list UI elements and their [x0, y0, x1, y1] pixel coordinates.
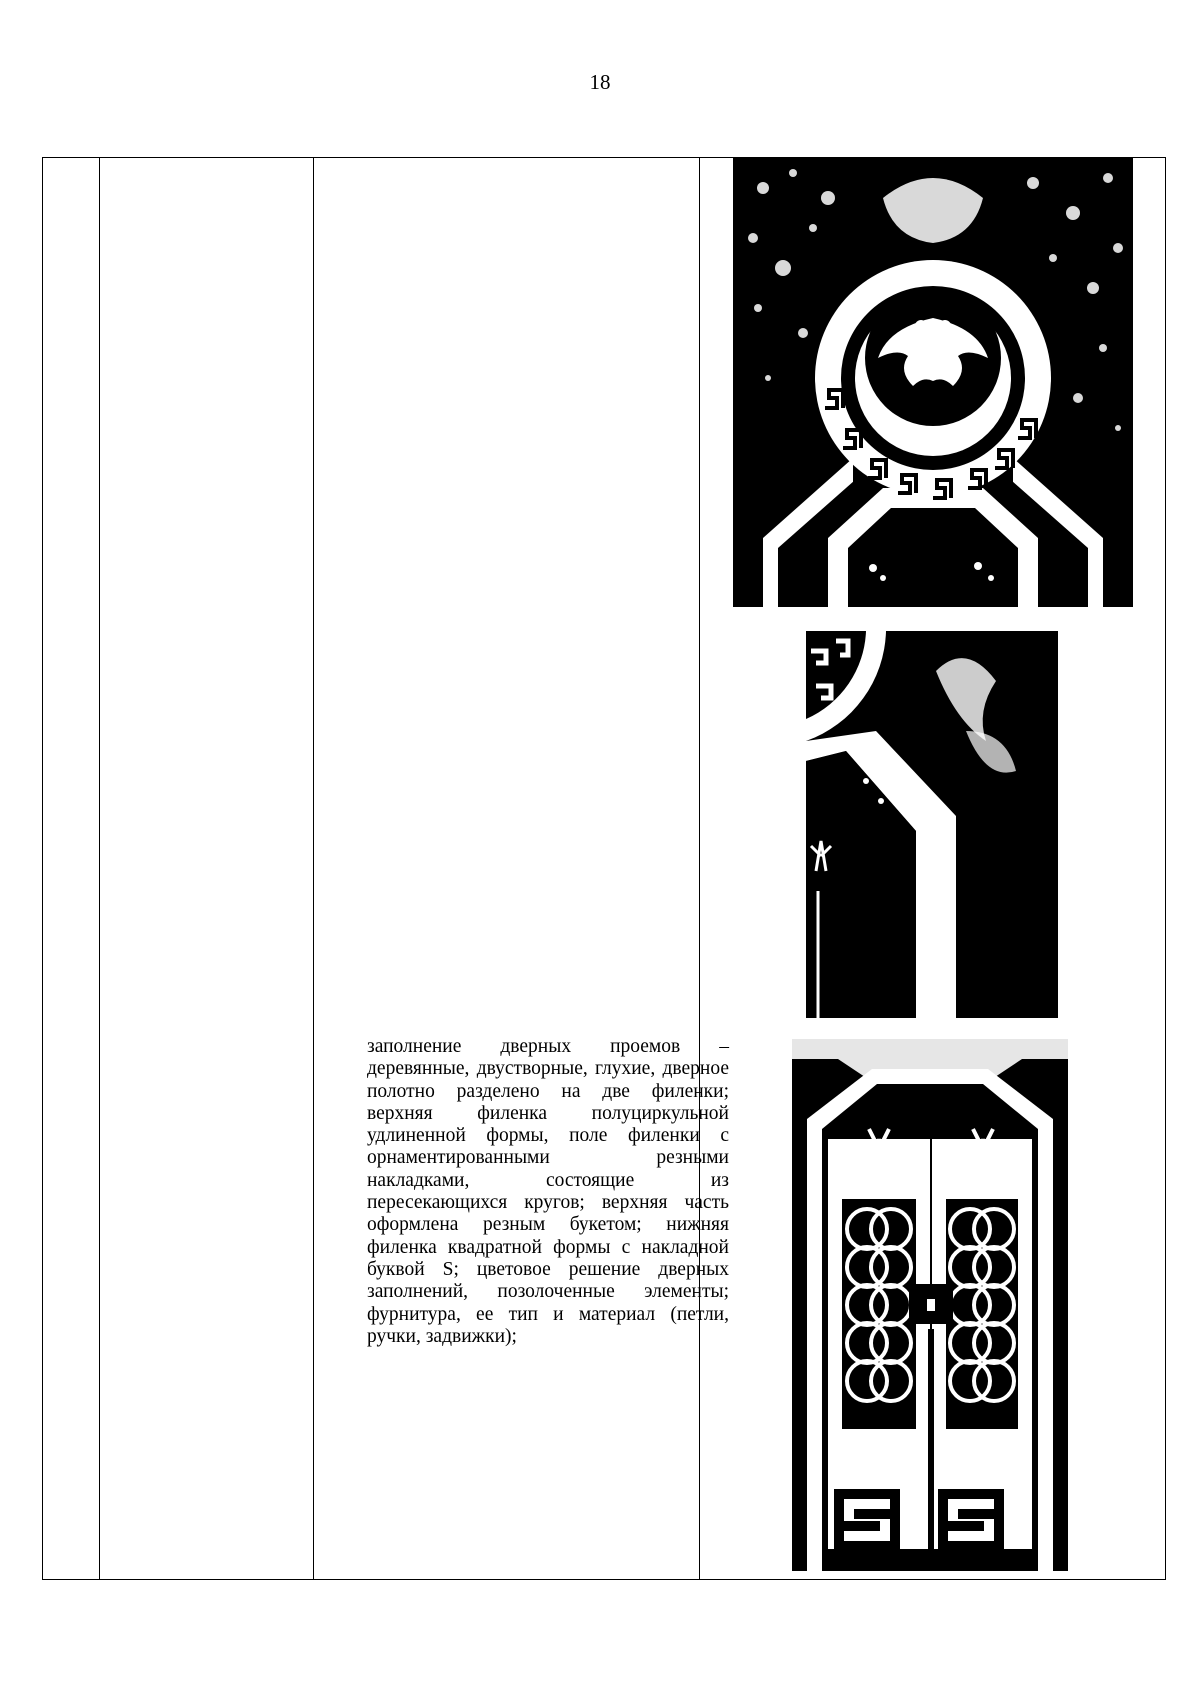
door-leaves-photo — [792, 1039, 1068, 1571]
page-number: 18 — [589, 70, 611, 94]
protection-subject-table — [42, 157, 1166, 1580]
door-filling-description: заполнение дверных проемов – деревянные, двустворные, глухие, дверное полотно разделено на две филенки; верхняя филенка полуциркульной удлиненной формы, поле филенки с орнаментированными резными накладками, состоящие из пересекающихся кругов; верхняя часть оформлена резным букетом; нижняя филенка квадратной формы с накладной буквой S; цветовое решение дверных заполнений, позолоченные элементы; фурнитура, ее тип и материал (петли, ручки, задвижки); — [367, 1036, 729, 1347]
ornament-detail-photo — [806, 631, 1058, 1018]
column-divider — [699, 158, 700, 1579]
door-medallion-photo — [733, 158, 1133, 607]
column-divider — [99, 158, 100, 1579]
column-divider — [313, 158, 314, 1579]
